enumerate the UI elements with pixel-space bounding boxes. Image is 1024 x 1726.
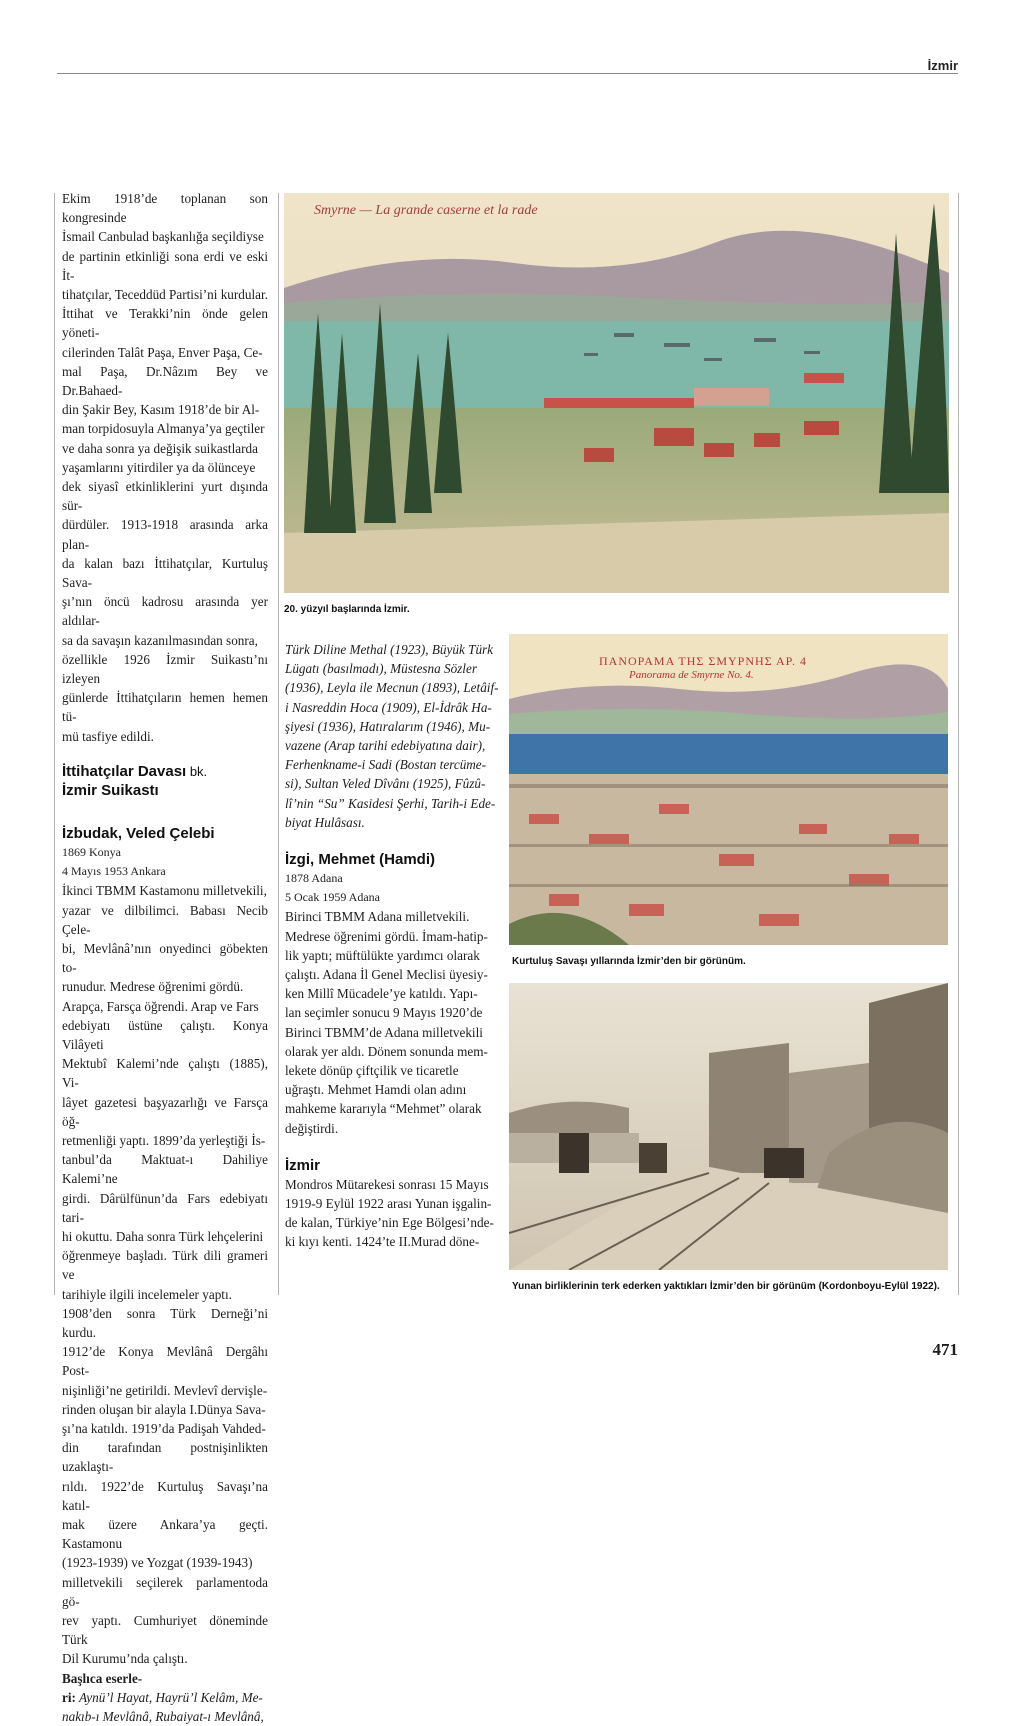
intro-line: cilerinden Talât Paşa, Enver Paşa, Ce- [62,344,263,360]
intro-line: mü tasfiye edildi. [62,728,154,744]
izbudak-body-line: girdi. Dârülfünun’da Fars edebiyatı tari- [62,1190,268,1225]
izgi-body-line: mahkeme kararıyla “Mehmet” olarak [285,1101,482,1117]
photo-panorama-smyrne [509,634,948,945]
intro-text [62,189,268,746]
works-list-1: Aynü’l Hayat, Hayrü’l Kelâm, Me- [75,1689,263,1705]
works-cont-line: lî’nin “Su” Kasidesi Şerhi, Tarih-i Ede- [285,795,496,811]
izgi-body-line: lekete dönüp çiftçilik ve ticaretle [285,1063,459,1079]
caption-photo-2: Kurtuluş Savaşı yıllarında İzmir’den bir görünüm. [512,956,746,967]
izbudak-body-line: mak üzere Ankara’ya geçti. Kastamonu [62,1517,268,1552]
works-continuation [285,640,499,832]
intro-line: İttihat ve Terakki’nin önde gelen yöneti- [62,306,268,341]
izbudak-body-line: yazar ve dilbilimci. Babası Necib Çele- [62,902,268,937]
intro-line: yaşamlarını yitirdiler ya da ölünceye [62,459,256,475]
entry-birth: 1869 Konya [62,844,121,859]
entry-death: 4 Mayıs 1953 Ankara [62,864,166,879]
izbudak-body-line: din tarafından postnişinlikten uzaklaştı- [62,1440,268,1475]
intro-line: ve daha sonra ya değişik suikastlarda [62,440,258,456]
izbudak-body-line: hi okuttu. Daha sonra Türk lehçelerini [62,1228,264,1244]
photo-smyrne-illustration [284,193,949,593]
xref-note: bk. [186,763,208,779]
izbudak-body-line: 1912’de Konya Mevlânâ Dergâhı Post- [62,1344,268,1379]
izgi-body-line: lan seçimler sonucu 9 Mayıs 1920’de [285,1005,483,1021]
izbudak-body-line: rev yaptı. Cumhuriyet döneminde Türk [62,1613,268,1648]
izmir-body-line: 1919-9 Eylül 1922 arası Yunan işgalin- [285,1196,492,1212]
works-cont-line: şiyesi (1936), Hatıralarım (1946), Mu- [285,718,491,734]
izbudak-body-line: İkinci TBMM Kastamonu milletvekili, [62,883,267,899]
intro-line: man torpidosuyla Almanya’ya geçtiler [62,421,265,437]
entry-body-izbudak [62,881,268,1668]
works-line-2 [62,1688,268,1707]
caption-photo-1: 20. yüzyıl başlarında İzmir. [284,604,410,615]
works-cont-line: Lügatı (basılmadı), Müstesna Sözler [285,661,477,677]
entry-heading-izbudak: İzbudak, Veled Çelebi [62,824,215,842]
postcard-title-2a: ΠΑΝΟΡΑΜΑ ΤΗΣ ΣΜΥΡΝΗΣ ΑΡ. 4 [599,654,808,668]
entry2-birth: 1878 Adana [285,871,343,886]
intro-line: İsmail Canbulad başkanlığa seçildiyse [62,229,264,245]
works-label-cont: ri: [62,1689,76,1705]
xref-heading: İttihatçılar Davası [62,762,187,780]
entry-heading-izgi: İzgi, Mehmet (Hamdi) [285,851,436,869]
postcard-title-1: Smyrne — La grande caserne et la rade [314,203,538,218]
izmir-body-line: Mondros Mütarekesi sonrası 15 Mayıs [285,1176,489,1192]
izbudak-body-line: milletvekili seçilerek parlamentoda gö- [62,1574,268,1609]
caption-photo-3: Yunan birliklerinin terk ederken yaktıkları İzmir’den bir görünüm (Kordonboyu-Eylül 1922). [512,1281,940,1292]
postcard-title-2b: Panorama de Smyrne No. 4. [629,669,754,681]
izbudak-body-line: nişinliği’ne getirildi. Mevlevî dervişle- [62,1382,268,1398]
intro-line: dek siyasî etkinliklerini yurt dışında sür- [62,479,268,514]
photo-smyrne-caserne [284,193,949,593]
header-rule [57,73,958,74]
izgi-body-line: değiştirdi. [285,1120,339,1136]
photo-kordonboyu-illustration [509,983,948,1270]
entry2-death: 5 Ocak 1959 Adana [285,890,380,905]
intro-line: tihatçılar, Teceddüd Partisi’ni kurdular. [62,287,268,303]
izgi-body-line: uğraştı. Mehmet Hamdi olan adını [285,1082,467,1098]
photo-kordonboyu-fire [509,983,948,1270]
izbudak-body-line: tarihiyle ilgili incelemeler yaptı. [62,1286,232,1302]
izgi-body-line: ken Millî Mücadele’ye katıldı. Yapı- [285,986,478,1002]
works-label: Başlıca eserle- [62,1670,143,1686]
intro-line: din Şakir Bey, Kasım 1918’de bir Al- [62,402,260,418]
intro-line: şı’nın öncü kadrosu arasında yer aldılar- [62,594,268,629]
izbudak-body-line: öğrenmeye başladı. Türk dili grameri ve [62,1248,268,1283]
column-rule-left [54,193,55,1295]
intro-line: de partinin etkinliği sona erdi ve eski İt- [62,248,268,283]
xref-entry [62,762,268,781]
works-cont-line: Ferhenkname-i Sadi (Bostan tercüme- [285,757,487,773]
izmir-body-line: ki kıyı kenti. 1424’te II.Murad döne- [285,1234,480,1250]
izbudak-body-line: şı’na katıldı. 1919’da Padişah Vahded- [62,1420,266,1436]
intro-line: Ekim 1918’de toplanan son kongresinde [62,191,268,226]
works-cont-line: Türk Diline Methal (1923), Büyük Türk [285,642,494,657]
intro-line: özellikle 1926 İzmir Suikastı’nı izleyen [62,651,268,687]
izbudak-body-line: tanbul’da Maktuat-ı Dahiliye Kalemi’ne [62,1152,268,1187]
izbudak-body-line: bi, Mevlânâ’nın onyedinci göbekten to- [62,940,268,976]
works-cont-line: i Nasreddin Hoca (1909), El-İdrâk Ha- [285,699,492,715]
column-rule-middle [278,193,279,1295]
izbudak-body-line: rinden oluşan bir alayla I.Dünya Sava- [62,1401,266,1417]
izbudak-body-line: Dil Kurumu’nda çalıştı. [62,1651,188,1667]
izgi-body-line: Birinci TBMM Adana milletvekili. [285,909,470,925]
izbudak-body-line: (1923-1939) ve Yozgat (1939-1943) [62,1555,253,1571]
works-cont-line: biyat Hulâsası. [285,814,365,830]
running-header: İzmir [927,58,958,73]
column-rule-right [958,193,959,1295]
izgi-body-line: Birinci TBMM’de Adana milletvekili [285,1024,483,1040]
works-cont-line: (1936), Leyla ile Mecnun (1893), Letâif- [285,680,499,696]
works-list-2: nakıb-ı Mevlânâ, Rubaiyat-ı Mevlânâ, [62,1709,264,1725]
izbudak-body-line: lâyet gazetesi başyazarlığı ve Farsça öğ- [62,1094,268,1129]
izbudak-body-line: runudur. Medrese öğrenimi gördü. [62,979,244,995]
izbudak-body-line: rıldı. 1922’de Kurtuluş Savaşı’na katıl- [62,1478,268,1513]
intro-line: dürdüler. 1913-1918 arasında arka plan- [62,517,268,552]
izgi-body-line: olarak yer aldı. Dönem sonunda mem- [285,1043,488,1059]
entry-body-izmir [285,1175,499,1252]
page-number: 471 [932,1340,958,1359]
column-2 [285,640,499,1252]
intro-line: da kalan bazı İttihatçılar, Kurtuluş Sava- [62,555,268,591]
works-line [62,1669,268,1688]
izbudak-body-line: 1908’den sonra Türk Derneği’ni kurdu. [62,1305,268,1340]
intro-line: günlerde İttihatçıların hemen hemen tü- [62,690,268,725]
izbudak-body-line: Arapça, Farsça öğrendi. Arap ve Fars [62,998,259,1014]
izbudak-body-line: edebiyatı üstüne çalıştı. Konya Vilâyeti [62,1017,268,1052]
izbudak-body-line: retmenliği yaptı. 1899’da yerleştiği İs- [62,1132,266,1148]
entry-body-izgi [285,907,499,1137]
izgi-body-line: çalıştı. Adana İl Genel Meclisi üyesiy- [285,967,488,983]
xref-target[interactable]: İzmir Suikastı [62,781,159,799]
works-cont-line: vazene (Arap tarihi edebiyatına dair), [285,738,486,754]
izgi-body-line: lik yaptı; müftülükte yardımcı olarak [285,947,480,963]
intro-line: sa da savaşın kazanılmasından sonra, [62,632,258,648]
works-cont-line: si), Sultan Veled Dîvânı (1925), Fûzû- [285,776,486,792]
izbudak-body-line: Mektubî Kalemi’nde çalıştı (1885), Vi- [62,1056,268,1091]
column-1 [62,189,268,1726]
entry-heading-izmir: İzmir [285,1156,321,1174]
izgi-body-line: Medrese öğrenimi gördü. İmam-hatip- [285,928,488,944]
intro-line: mal Paşa, Dr.Nâzım Bey ve Dr.Bahaed- [62,363,268,399]
izmir-body-line: de kalan, Türkiye’nin Ege Bölgesi’nde- [285,1215,494,1231]
